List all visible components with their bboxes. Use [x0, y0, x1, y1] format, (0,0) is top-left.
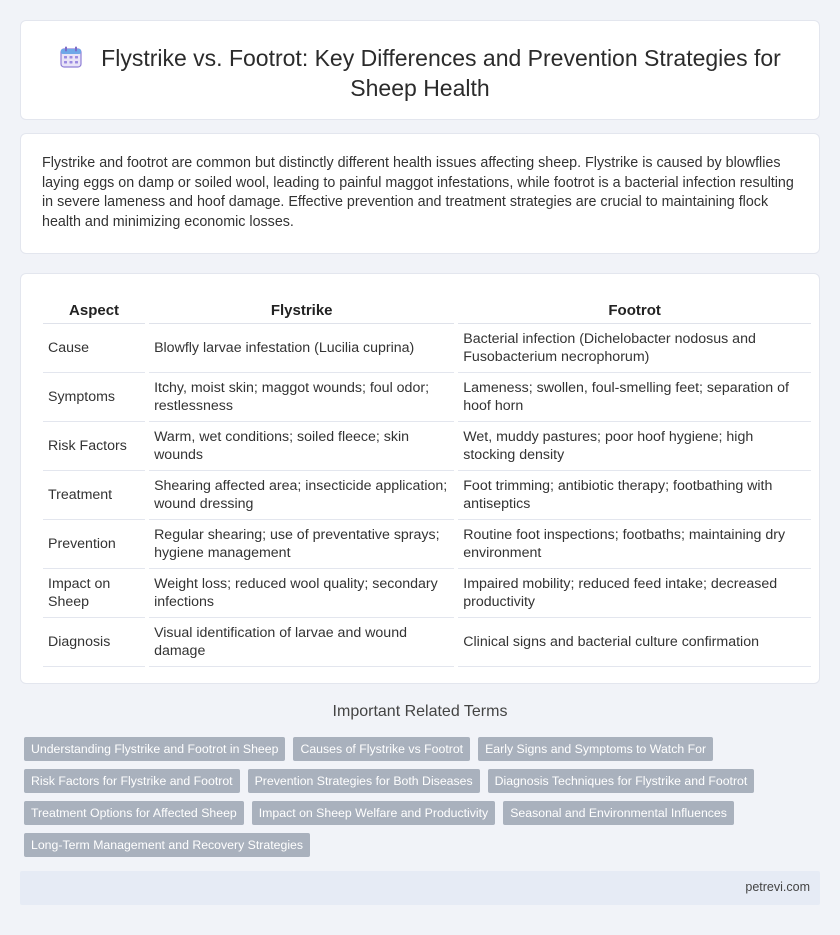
related-terms-title: Important Related Terms: [332, 703, 508, 720]
cell-flystrike: Blowfly larvae infestation (Lucilia cuprina): [149, 324, 454, 373]
header-aspect: Aspect: [43, 294, 145, 324]
related-term-link[interactable]: Risk Factors for Flystrike and Footrot: [24, 769, 240, 793]
related-terms-list: [24, 737, 804, 865]
table-row: [43, 422, 811, 471]
cell-flystrike: Visual identification of larvae and wound damage: [149, 618, 454, 667]
cell-footrot: Bacterial infection (Dichelobacter nodosus and Fusobacterium necrophorum): [458, 324, 811, 373]
related-term-link[interactable]: Prevention Strategies for Both Diseases: [248, 769, 480, 793]
header-card: [20, 20, 820, 120]
page-title-wrap: [21, 43, 819, 103]
cell-footrot: Lameness; swollen, foul-smelling feet; separation of hoof horn: [458, 373, 811, 422]
cell-aspect: Diagnosis: [43, 618, 145, 667]
cell-flystrike: Shearing affected area; insecticide application; wound dressing: [149, 471, 454, 520]
intro-card: [20, 133, 820, 254]
cell-aspect: Symptoms: [43, 373, 145, 422]
cell-footrot: Routine foot inspections; footbaths; maintaining dry environment: [458, 520, 811, 569]
related-term-link[interactable]: Understanding Flystrike and Footrot in Sheep: [24, 737, 285, 761]
cell-aspect: Prevention: [43, 520, 145, 569]
cell-aspect: Risk Factors: [43, 422, 145, 471]
related-term-link[interactable]: Impact on Sheep Welfare and Productivity: [252, 801, 495, 825]
table-row: [43, 569, 811, 618]
comparison-table: [39, 294, 815, 667]
calendar-icon: [59, 45, 83, 69]
table-header-row: [43, 294, 811, 324]
header-footrot: Footrot: [458, 294, 811, 324]
cell-footrot: Wet, muddy pastures; poor hoof hygiene; high stocking density: [458, 422, 811, 471]
cell-flystrike: Warm, wet conditions; soiled fleece; skin wounds: [149, 422, 454, 471]
table-row: [43, 373, 811, 422]
cell-footrot: Impaired mobility; reduced feed intake; decreased productivity: [458, 569, 811, 618]
table-row: [43, 324, 811, 373]
related-term-link[interactable]: Diagnosis Techniques for Flystrike and Footrot: [488, 769, 755, 793]
table-row: [43, 618, 811, 667]
related-term-link[interactable]: Early Signs and Symptoms to Watch For: [478, 737, 713, 761]
cell-aspect: Treatment: [43, 471, 145, 520]
footer-site-link[interactable]: petrevi.com: [745, 880, 810, 894]
header-flystrike: Flystrike: [149, 294, 454, 324]
related-term-link[interactable]: Causes of Flystrike vs Footrot: [293, 737, 470, 761]
related-term-link[interactable]: Seasonal and Environmental Influences: [503, 801, 734, 825]
cell-flystrike: Itchy, moist skin; maggot wounds; foul odor; restlessness: [149, 373, 454, 422]
cell-footrot: Foot trimming; antibiotic therapy; footbathing with antiseptics: [458, 471, 811, 520]
comparison-card: [20, 273, 820, 684]
table-row: [43, 520, 811, 569]
cell-aspect: Impact on Sheep: [43, 569, 145, 618]
footer: [20, 871, 820, 905]
cell-flystrike: Weight loss; reduced wool quality; secondary infections: [149, 569, 454, 618]
intro-text: Flystrike and footrot are common but distinctly different health issues affecting sheep. Flystrike is caused by blowflies laying eggs on damp or soiled wool, leading to painful maggot infestations, while footrot is a bacterial infection resulting in severe lameness and hoof damage. Effective prevention and treatment strategies are crucial to maintaining flock health and minimizing economic losses.: [42, 155, 794, 230]
cell-flystrike: Regular shearing; use of preventative sprays; hygiene management: [149, 520, 454, 569]
table-row: [43, 471, 811, 520]
related-term-link[interactable]: Long-Term Management and Recovery Strategies: [24, 833, 310, 857]
cell-footrot: Clinical signs and bacterial culture confirmation: [458, 618, 811, 667]
page-title: Flystrike vs. Footrot: Key Differences and Prevention Strategies for Sheep Health: [101, 45, 781, 101]
cell-aspect: Cause: [43, 324, 145, 373]
related-term-link[interactable]: Treatment Options for Affected Sheep: [24, 801, 244, 825]
